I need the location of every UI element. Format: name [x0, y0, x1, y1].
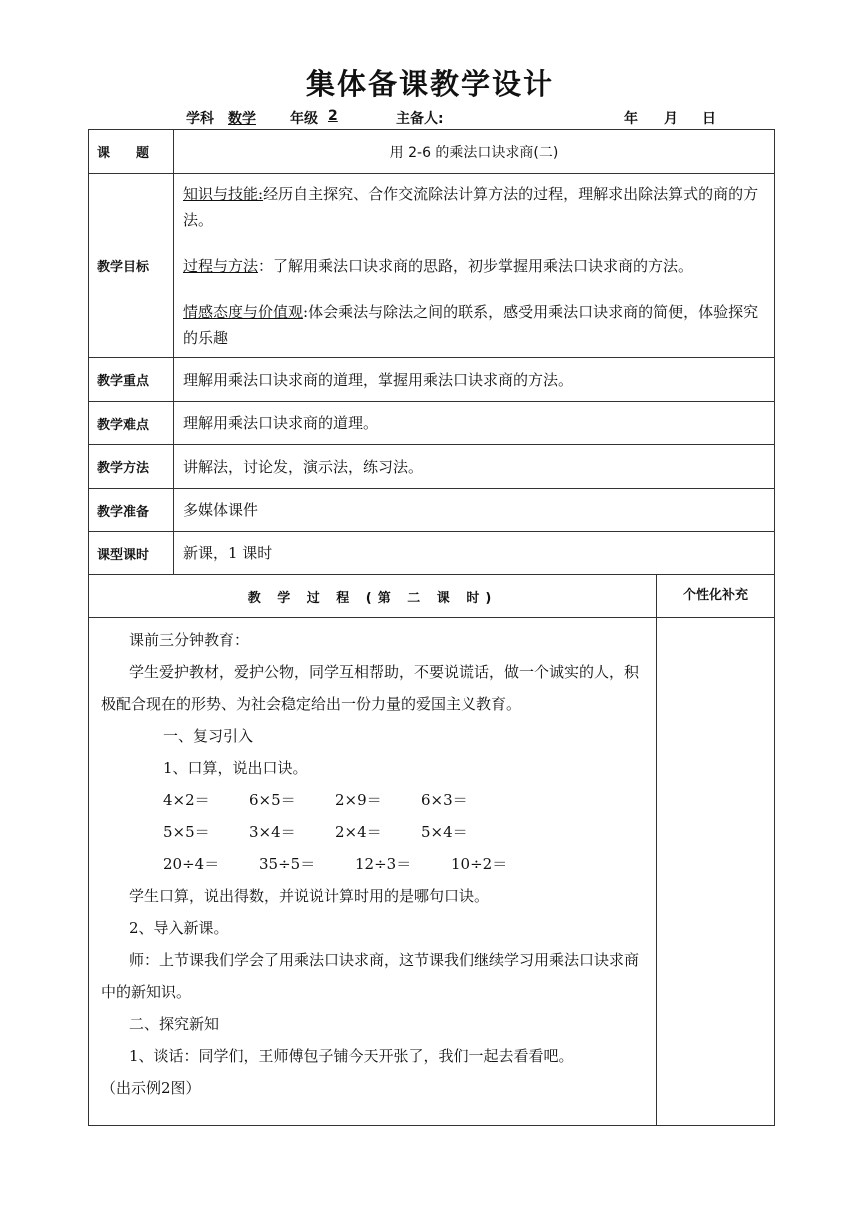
calc-item: 20÷4＝ [163, 855, 220, 873]
objective-emotion-head: 情感态度与价值观 [183, 302, 304, 321]
calc-item: 6×5＝ [249, 791, 296, 809]
calc-item: 3×4＝ [249, 823, 296, 841]
talk-content: 1、谈话：同学们，王师傅包子铺今天开张了，我们一起去看看吧。 [129, 1047, 574, 1065]
process-header: 教 学 过 程 (第 二 课 时) [89, 575, 657, 618]
prep-label: 教学准备 [89, 489, 174, 532]
addon-header: 个性化补充 [657, 575, 775, 618]
calc-item: 5×5＝ [163, 823, 210, 841]
objective-knowledge [174, 181, 774, 233]
prep-row [89, 489, 775, 532]
topic-label: 课 题 [89, 130, 174, 174]
topic-row [89, 130, 775, 174]
key-value: 理解用乘法口诀求商的道理，掌握用乘法口诀求商的方法。 [174, 358, 775, 402]
calc-row-3 [101, 848, 646, 880]
process-body-row [89, 618, 775, 1126]
pre-class-title: 课前三分钟教育： [129, 631, 250, 649]
pre-class-content: 学生爱护教材，爱护公物，同学互相帮助，不要说谎话，做一个诚实的人，积极配合现在的形势、为社会稳定给出一份力量的爱国主义教育。 [101, 663, 640, 713]
objectives-label: 教学目标 [89, 174, 174, 358]
difficulty-label: 教学难点 [89, 402, 174, 445]
objective-process [174, 253, 774, 279]
process-body [89, 618, 657, 1126]
document-title: 集体备课教学设计 [305, 67, 554, 101]
review-title: 一、复习引入 [163, 727, 254, 745]
method-value: 讲解法，讨论发，演示法，练习法。 [174, 445, 775, 489]
calc-row-2 [101, 816, 646, 848]
calc-item: 6×3＝ [421, 791, 468, 809]
explore-title: 二、探究新知 [129, 1015, 220, 1033]
calc-item: 5×4＝ [421, 823, 468, 841]
prep-value: 多媒体课件 [174, 489, 775, 532]
difficulty-row [89, 402, 775, 445]
type-label: 课型课时 [89, 532, 174, 575]
lesson-plan-table [88, 129, 775, 1126]
method-row [89, 445, 775, 489]
objective-process-body: ：了解用乘法口诀求商的思路，初步掌握用乘法口诀求商的方法。 [258, 256, 694, 275]
topic-value: 用 2-6 的乘法口诀求商(二) [174, 130, 775, 174]
addon-content [657, 618, 775, 1126]
meta-line [0, 108, 860, 128]
student-oral-note: 学生口算，说出得数，并说说计算时用的是哪句口诀。 [129, 887, 490, 905]
objective-emotion [174, 299, 774, 351]
subject-value: 数学 [228, 111, 256, 127]
objectives-content [174, 174, 775, 358]
key-row [89, 358, 775, 402]
type-value: 新课，1 课时 [174, 532, 775, 575]
difficulty-value: 理解用乘法口诀求商的道理。 [174, 402, 775, 445]
objective-process-head: 过程与方法 [183, 256, 259, 275]
preparer-label: 主备人: [396, 111, 444, 127]
key-label: 教学重点 [89, 358, 174, 402]
calc-item: 10÷2＝ [451, 855, 508, 873]
calc-item: 2×4＝ [335, 823, 382, 841]
calc-item: 4×2＝ [163, 791, 210, 809]
grade-value: 2 [328, 108, 338, 124]
calc-item: 2×9＝ [335, 791, 382, 809]
intro-title: 2、导入新课。 [129, 919, 229, 937]
date-year: 年 [624, 111, 638, 127]
objective-knowledge-head: 知识与技能: [183, 184, 264, 203]
calc-row-1 [101, 784, 646, 816]
show-example-note: （出示例2图） [101, 1079, 201, 1097]
objectives-row [89, 174, 775, 358]
subject-label: 学科 [186, 111, 214, 127]
objective-knowledge-body: 经历自主探究、合作交流除法计算方法的过程，理解求出除法算式的商的方法。 [183, 184, 759, 229]
method-label: 教学方法 [89, 445, 174, 489]
date-month: 月 [664, 111, 678, 127]
calc-item: 12÷3＝ [355, 855, 412, 873]
teacher-intro: 师：上节课我们学会了用乘法口诀求商，这节课我们继续学习用乘法口诀求商中的新知识。 [101, 951, 640, 1001]
type-row [89, 532, 775, 575]
oral-calc-title: 1、口算，说出口诀。 [163, 759, 308, 777]
process-header-row [89, 575, 775, 618]
objective-emotion-body: :体会乘法与除法之间的联系，感受用乘法口诀求商的简便，体验探究的乐趣 [183, 302, 759, 347]
calc-item: 35÷5＝ [259, 855, 316, 873]
date-day: 日 [702, 111, 716, 127]
grade-label: 年级 [290, 111, 318, 127]
